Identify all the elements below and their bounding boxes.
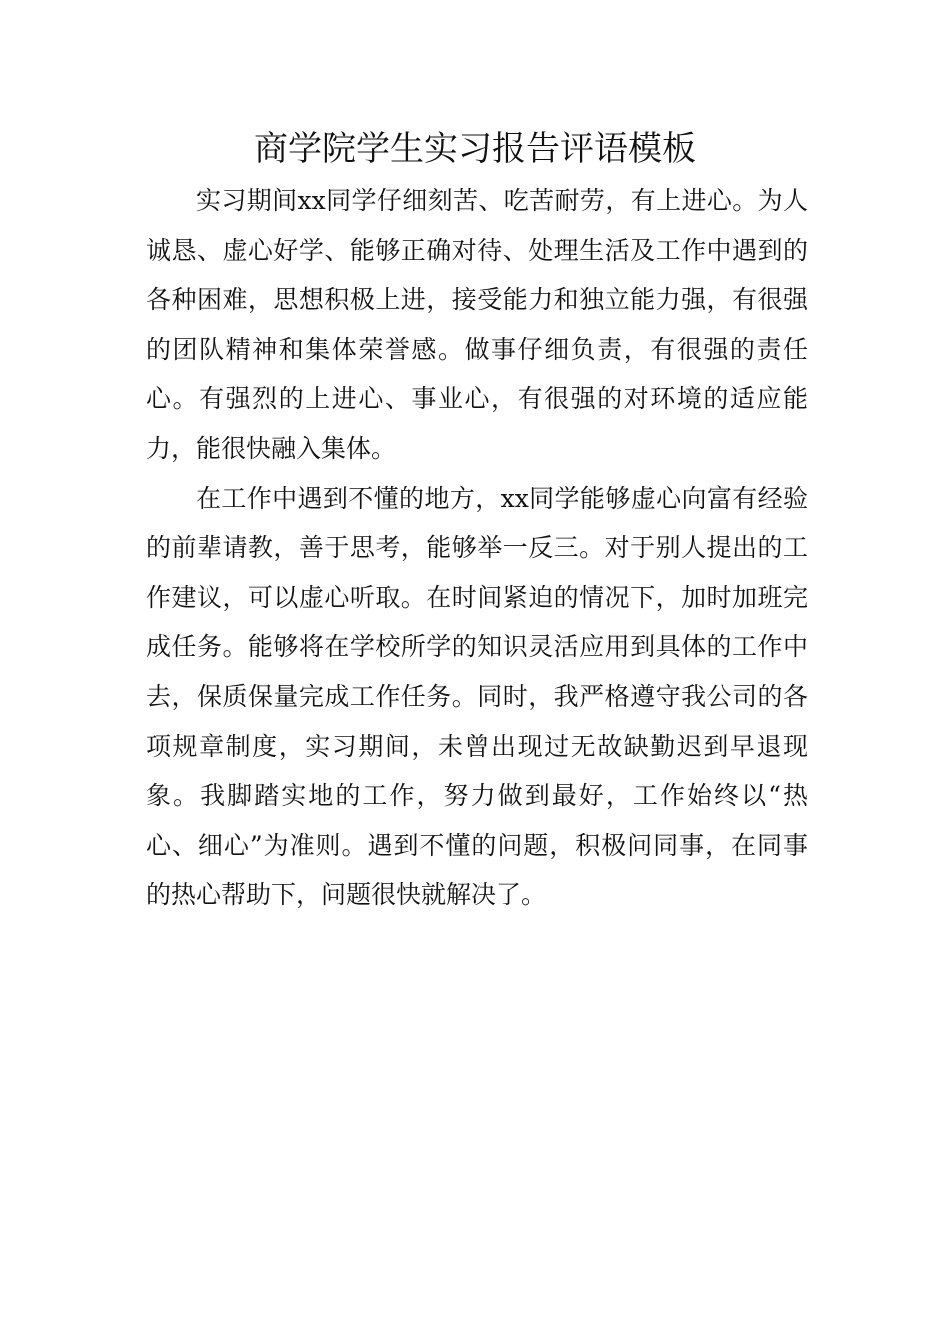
paragraph-1: 实习期间xx同学仔细刻苦、吃苦耐劳，有上进心。为人诚恳、虚心好学、能够正确对待、处理生活及工作中遇到的各种困难，思想积极上进，接受能力和独立能力强，有很强的团队精神和集体荣誉感。做事仔细负责，有很强的责任心。有强烈的上进心、事业心，有很强的对环境的适应能力，能很快融入集体。 bbox=[146, 186, 808, 463]
document-title: 商学院学生实习报告评语模板 bbox=[254, 129, 696, 169]
paragraph-2: 在工作中遇到不懂的地方，xx同学能够虚心向富有经验的前辈请教，善于思考，能够举一反三。对于别人提出的工作建议，可以虚心听取。在时间紧迫的情况下，加时加班完成任务。能够将在学校所学的知识灵活应用到具体的工作中去，保质保量完成工作任务。同时，我严格遵守我公司的各项规章制度，实习期间，未曾出现过无故缺勤迟到早退现象。我脚踏实地的工作，努力做到最好，工作始终以“热心、细心”为准则。遇到不懂的问题，积极问同事，在同事的热心帮助下，问题很快就解决了。 bbox=[146, 483, 808, 910]
document-body bbox=[146, 176, 808, 920]
